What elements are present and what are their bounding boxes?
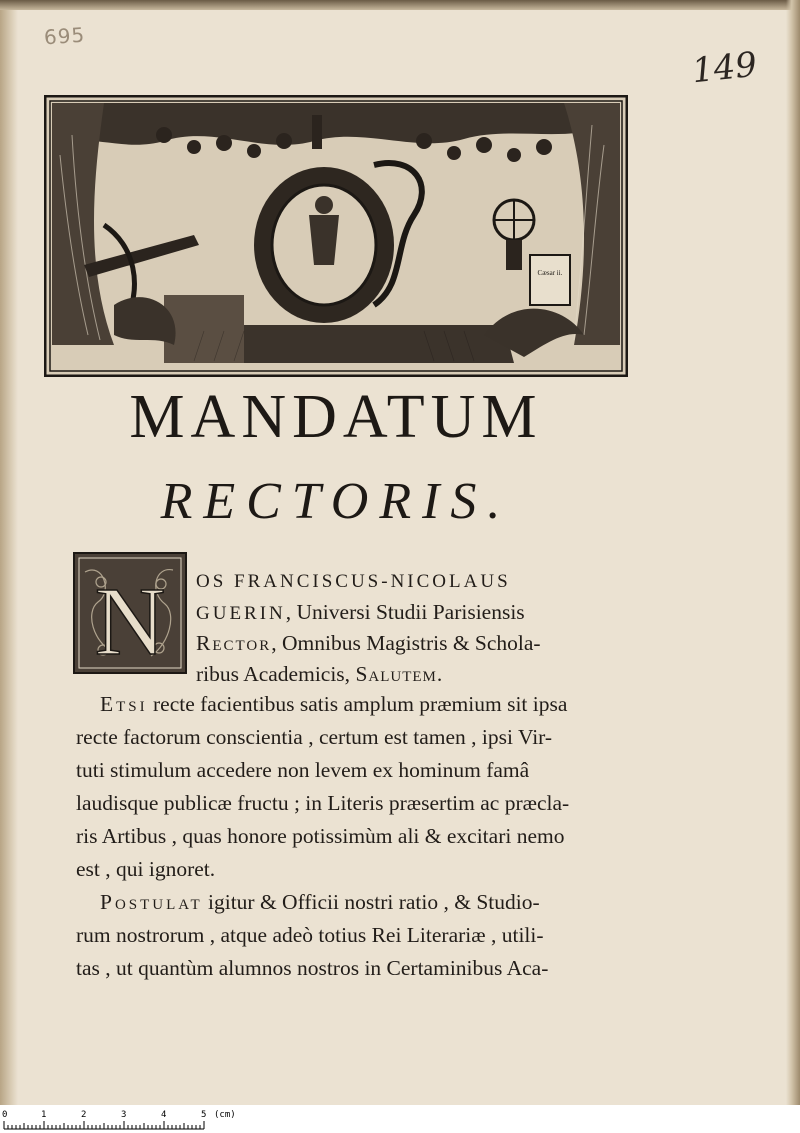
decorated-initial-n [73, 552, 187, 674]
book-label: Cæsar ii. [537, 269, 563, 277]
headpiece-illustration [44, 95, 628, 377]
ruler-tick-0: 0 [2, 1110, 8, 1120]
handwritten-number-left: 695 [43, 22, 86, 50]
ruler-tick-1: 1 [41, 1110, 47, 1120]
para1-line-4: laudisque publicæ fructu ; in Literis præsertim ac præcla- [76, 791, 570, 815]
word-salutem: Salutem. [355, 662, 444, 686]
ruler-unit: (cm) [214, 1110, 236, 1120]
intro-line-4 [196, 664, 443, 686]
intro-line-2 [196, 602, 525, 624]
ruler-tick-5: 5 [201, 1110, 207, 1120]
ruler-tick-3: 3 [121, 1110, 127, 1120]
initial-letter: N [94, 568, 166, 674]
intro-line-1: OS FRANCISCUS-NICOLAUS [196, 571, 511, 592]
intro-line-2-text: , Universi Studii Parisiensis [285, 600, 525, 624]
para2-line-1 [100, 892, 540, 914]
scale-ruler [0, 1105, 800, 1133]
para1-opening: Etsi [100, 692, 148, 716]
handwritten-page-number: 149 [690, 44, 759, 92]
ruler-tick-2: 2 [81, 1110, 87, 1120]
para1-line-5: ris Artibus , quas honore potissimùm ali & excitari nemo [76, 824, 565, 848]
para2-line-1-text: igitur & Officii nostri ratio , & Studio- [208, 890, 540, 914]
title-mandatum: MANDATUM [129, 383, 543, 451]
para2-opening: Postulat [100, 890, 203, 914]
page-top-edge [0, 0, 800, 10]
para1-line-2: recte factorum conscientia , certum est tamen , ipsi Vir- [76, 725, 553, 749]
para1-line-1-text: recte facientibus satis amplum præmium sit ipsa [153, 692, 568, 716]
word-rector: Rector [196, 631, 272, 655]
intro-line-3 [196, 633, 541, 655]
para1-line-3: tuti stimulum accedere non levem ex hominum famâ [76, 758, 530, 782]
intro-line-4-text: ribus Academicis, [196, 662, 356, 686]
engraved-headpiece [44, 95, 628, 377]
para1-line-1 [100, 694, 567, 716]
ruler-tick-4: 4 [161, 1110, 167, 1120]
para2-line-3: tas , ut quantùm alumnos nostros in Certaminibus Aca- [76, 956, 549, 980]
intro-line-3-text: , Omnibus Magistris & Schola- [271, 631, 541, 655]
name-guerin: GUERIN [196, 603, 286, 624]
para2-line-2: rum nostrorum , atque adeò totius Rei Literariæ , utili- [76, 923, 544, 947]
para1-line-6: est , qui ignoret. [76, 857, 216, 881]
title-rectoris: RECTORIS. [160, 473, 512, 530]
